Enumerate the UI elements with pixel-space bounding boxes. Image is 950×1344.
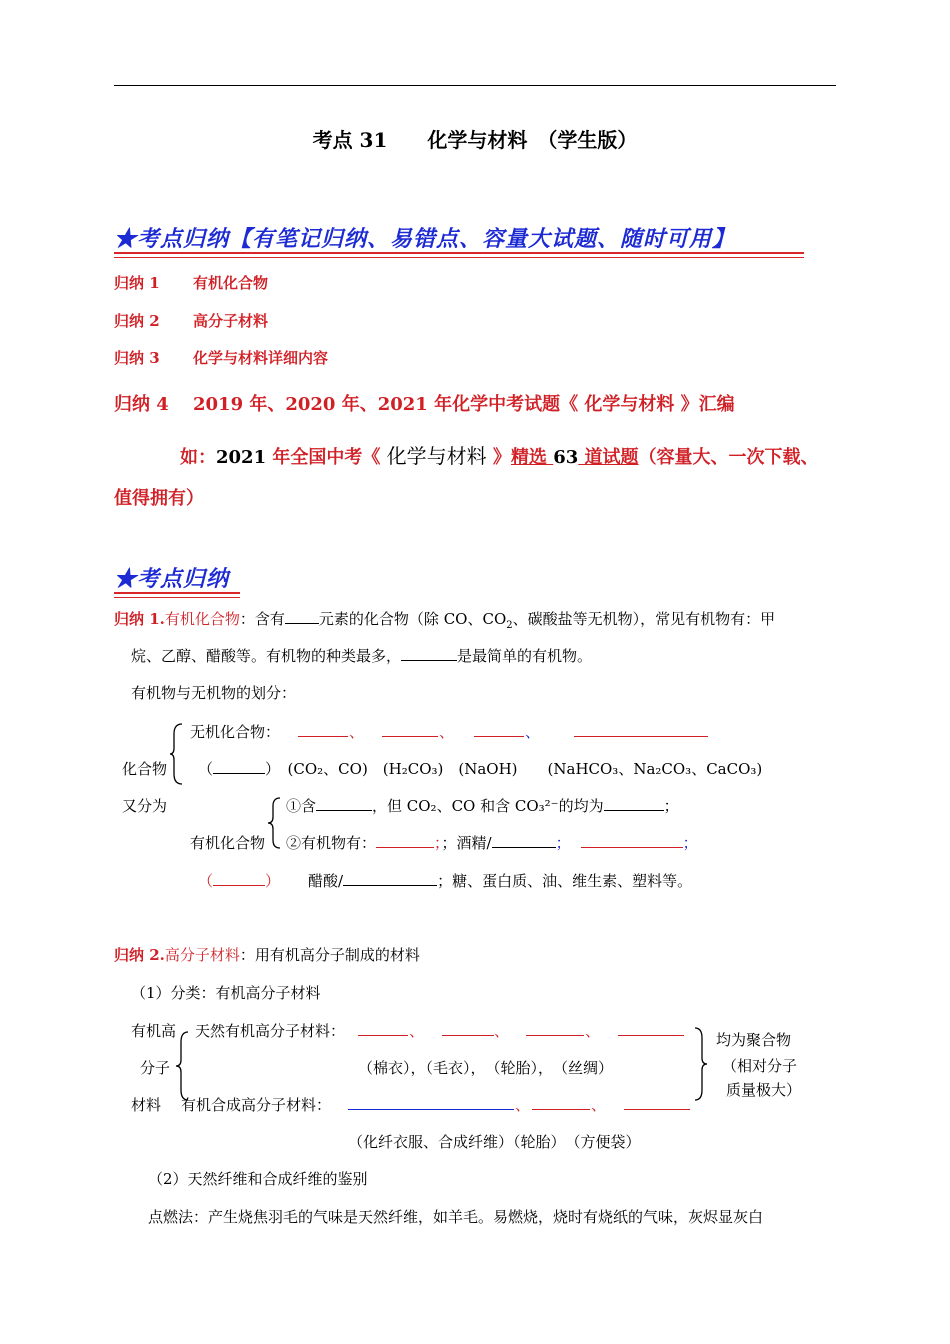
organic-rule-2: ②有机物有： ；；酒精/ ； ； (286, 834, 698, 852)
s1-label: 归纳 1. (114, 610, 165, 628)
natural-label: 天然有机高分子材料： (195, 1022, 346, 1040)
banner-2-underline (114, 592, 240, 594)
toc-label-3: 归纳 3 (114, 349, 160, 367)
sep-3: 、 (525, 723, 541, 741)
blank-inorganic-3[interactable] (474, 736, 524, 737)
page-title: 考点 31 化学与材料 （学生版） (312, 128, 638, 152)
blank-category[interactable] (213, 772, 265, 774)
promo-tail: （容量大、一次下载、 (638, 447, 819, 468)
blank-natural-4[interactable] (618, 1035, 684, 1036)
compound-label: 化合物 (122, 760, 168, 778)
natural-examples: （棉衣），（毛衣）， （轮胎）， （丝绸） (358, 1059, 614, 1077)
promo-year: 2021 (216, 447, 267, 468)
blank-organic-1[interactable] (376, 847, 434, 848)
promo-count: 63 (553, 447, 579, 468)
toc-text-4: 2019 年、2020 年、2021 年化学中考试题《 化学与材料 》汇编 (193, 394, 735, 415)
synthetic-examples: （化纤衣服、合成纤维）（轮胎） （方便袋） (348, 1133, 641, 1151)
toc-label-4: 归纳 4 (114, 394, 169, 415)
blank-natural-3[interactable] (526, 1035, 584, 1036)
examples-text: (CO₂、CO) (H₂CO₃) (NaOH) (NaHCO₃、Na₂CO₃、CaCO₃) (287, 760, 763, 778)
polymer-note-3: 质量极大） (726, 1081, 802, 1099)
promo-topic: 化学与材料 (386, 444, 487, 468)
s1-line-2 (131, 645, 592, 666)
s1-line-3: 有机物与无机物的划分： (131, 684, 297, 702)
blank-acetic[interactable] (343, 884, 437, 886)
s2-burning-method: 点燃法：产生烧焦羽毛的气味是天然纤维，如羊毛。易燃烧，烧时有烧纸的气味，灰烬显灰白 (148, 1208, 764, 1226)
polymer-note-2: （相对分子 (722, 1057, 798, 1075)
blank-inorganic-1[interactable] (298, 736, 348, 737)
s2-line-1 (114, 944, 420, 965)
blank-acid-paren[interactable] (213, 885, 265, 886)
o3-text-a: 醋酸/ (308, 872, 344, 890)
promo-select-link[interactable]: 精选 (510, 447, 554, 468)
o3-text-b: ；糖、蛋白质、油、维生素、塑料等。 (437, 872, 693, 890)
brace-polymer (176, 1030, 190, 1102)
s2-left-3: 材料 (131, 1096, 162, 1114)
blank-simplest[interactable] (401, 659, 457, 661)
blank-organic-2[interactable] (581, 847, 683, 848)
banner-underline-thin (114, 257, 804, 258)
s2-label: 归纳 2. (114, 946, 165, 964)
divided-label: 又分为 (122, 797, 168, 815)
banner-underline (114, 252, 804, 254)
s2-left-1: 有机高 (131, 1022, 177, 1040)
blank-alcohol[interactable] (492, 846, 556, 848)
promo-line (180, 440, 819, 469)
o1-text-a: ①含 (286, 797, 317, 815)
promo-close: 》 (486, 447, 511, 468)
blank-synthetic-2[interactable] (532, 1109, 590, 1110)
toc-label-1: 归纳 1 (114, 274, 160, 292)
section-banner: ★考点归纳【有笔记归纳、易错点、容量大试题、随时可用】 (114, 226, 736, 252)
sep-1: 、 (349, 723, 365, 741)
blank-element[interactable] (285, 622, 319, 624)
o2-text-a: ②有机物有： (286, 834, 377, 852)
promo-questions-link[interactable]: 道试题 (578, 447, 639, 468)
toc-text-1: 有机化合物 (193, 274, 269, 292)
s1-text-d: 烷、乙醇、醋酸等。有机物的种类最多， (131, 647, 402, 665)
s2-name: 高分子材料 (164, 946, 240, 964)
promo-mid: 年全国中考《 (266, 447, 387, 468)
s2-left-2: 分子 (140, 1059, 171, 1077)
s1-text-a: ：含有 (239, 610, 285, 628)
o2-text-b: ；酒精/ (441, 834, 492, 852)
blank-contains[interactable] (316, 809, 372, 811)
promo-tail-2: 值得拥有） (114, 488, 204, 509)
header-rule (114, 85, 836, 86)
blank-natural-2[interactable] (442, 1035, 494, 1036)
polymer-note-1: 均为聚合物 (716, 1031, 792, 1049)
toc-text-2: 高分子材料 (193, 312, 269, 330)
s1-text-b: 元素的化合物（除 CO、CO (318, 610, 507, 628)
s1-text-e: 是最简单的有机物。 (457, 647, 593, 665)
sep-2: 、 (439, 723, 455, 741)
blank-inorganic-4[interactable] (574, 736, 708, 737)
s2-classification: （1）分类：有机高分子材料 (131, 984, 321, 1002)
organic-rule-3: （ ） 醋酸/ ；糖、蛋白质、油、维生素、塑料等。 (198, 872, 693, 890)
blank-inorganic-type[interactable] (604, 809, 664, 811)
inorganic-examples: （ ） (CO₂、CO) (H₂CO₃) (NaOH) (NaHCO₃、Na₂CO₃、CaCO₃) (198, 760, 763, 778)
brace-compound (170, 722, 184, 786)
organic-rule-1: ①含 ，但 CO₂、CO 和含 CO₃²⁻的均为 ； (286, 797, 679, 815)
blank-synthetic-3[interactable] (624, 1109, 690, 1110)
organic-label: 有机化合物 (190, 834, 266, 852)
s1-line-1: 归纳 1.有机化合物：含有 元素的化合物（除 CO、$CO_2$、碳酸盐等无机物），常见有机物有：甲 (114, 610, 776, 631)
brace-organic (268, 796, 282, 850)
o1-text-b: ，但 CO₂、CO 和含 CO₃²⁻的均为 (372, 797, 604, 815)
s1-name: 有机化合物 (164, 610, 240, 628)
s2-text: ：用有机高分子制成的材料 (239, 946, 420, 964)
banner-2-underline-thin (114, 597, 240, 598)
brace-polymer-right (693, 1026, 707, 1102)
blank-synthetic-1[interactable] (348, 1109, 514, 1110)
blank-natural-1[interactable] (358, 1035, 408, 1036)
synthetic-label: 有机合成高分子材料： (181, 1096, 332, 1114)
toc-label-2: 归纳 2 (114, 312, 160, 330)
section-banner-2: ★考点归纳 (114, 566, 230, 592)
blank-inorganic-2[interactable] (382, 736, 438, 737)
inorganic-label: 无机化合物： (190, 723, 281, 741)
s2-identify-title: （2）天然纤维和合成纤维的鉴别 (148, 1170, 368, 1188)
toc-text-3: 化学与材料详细内容 (193, 349, 329, 367)
s1-text-c: 、碳酸盐等无机物），常见有机物有：甲 (512, 610, 776, 628)
promo-prefix: 如： (180, 447, 216, 468)
